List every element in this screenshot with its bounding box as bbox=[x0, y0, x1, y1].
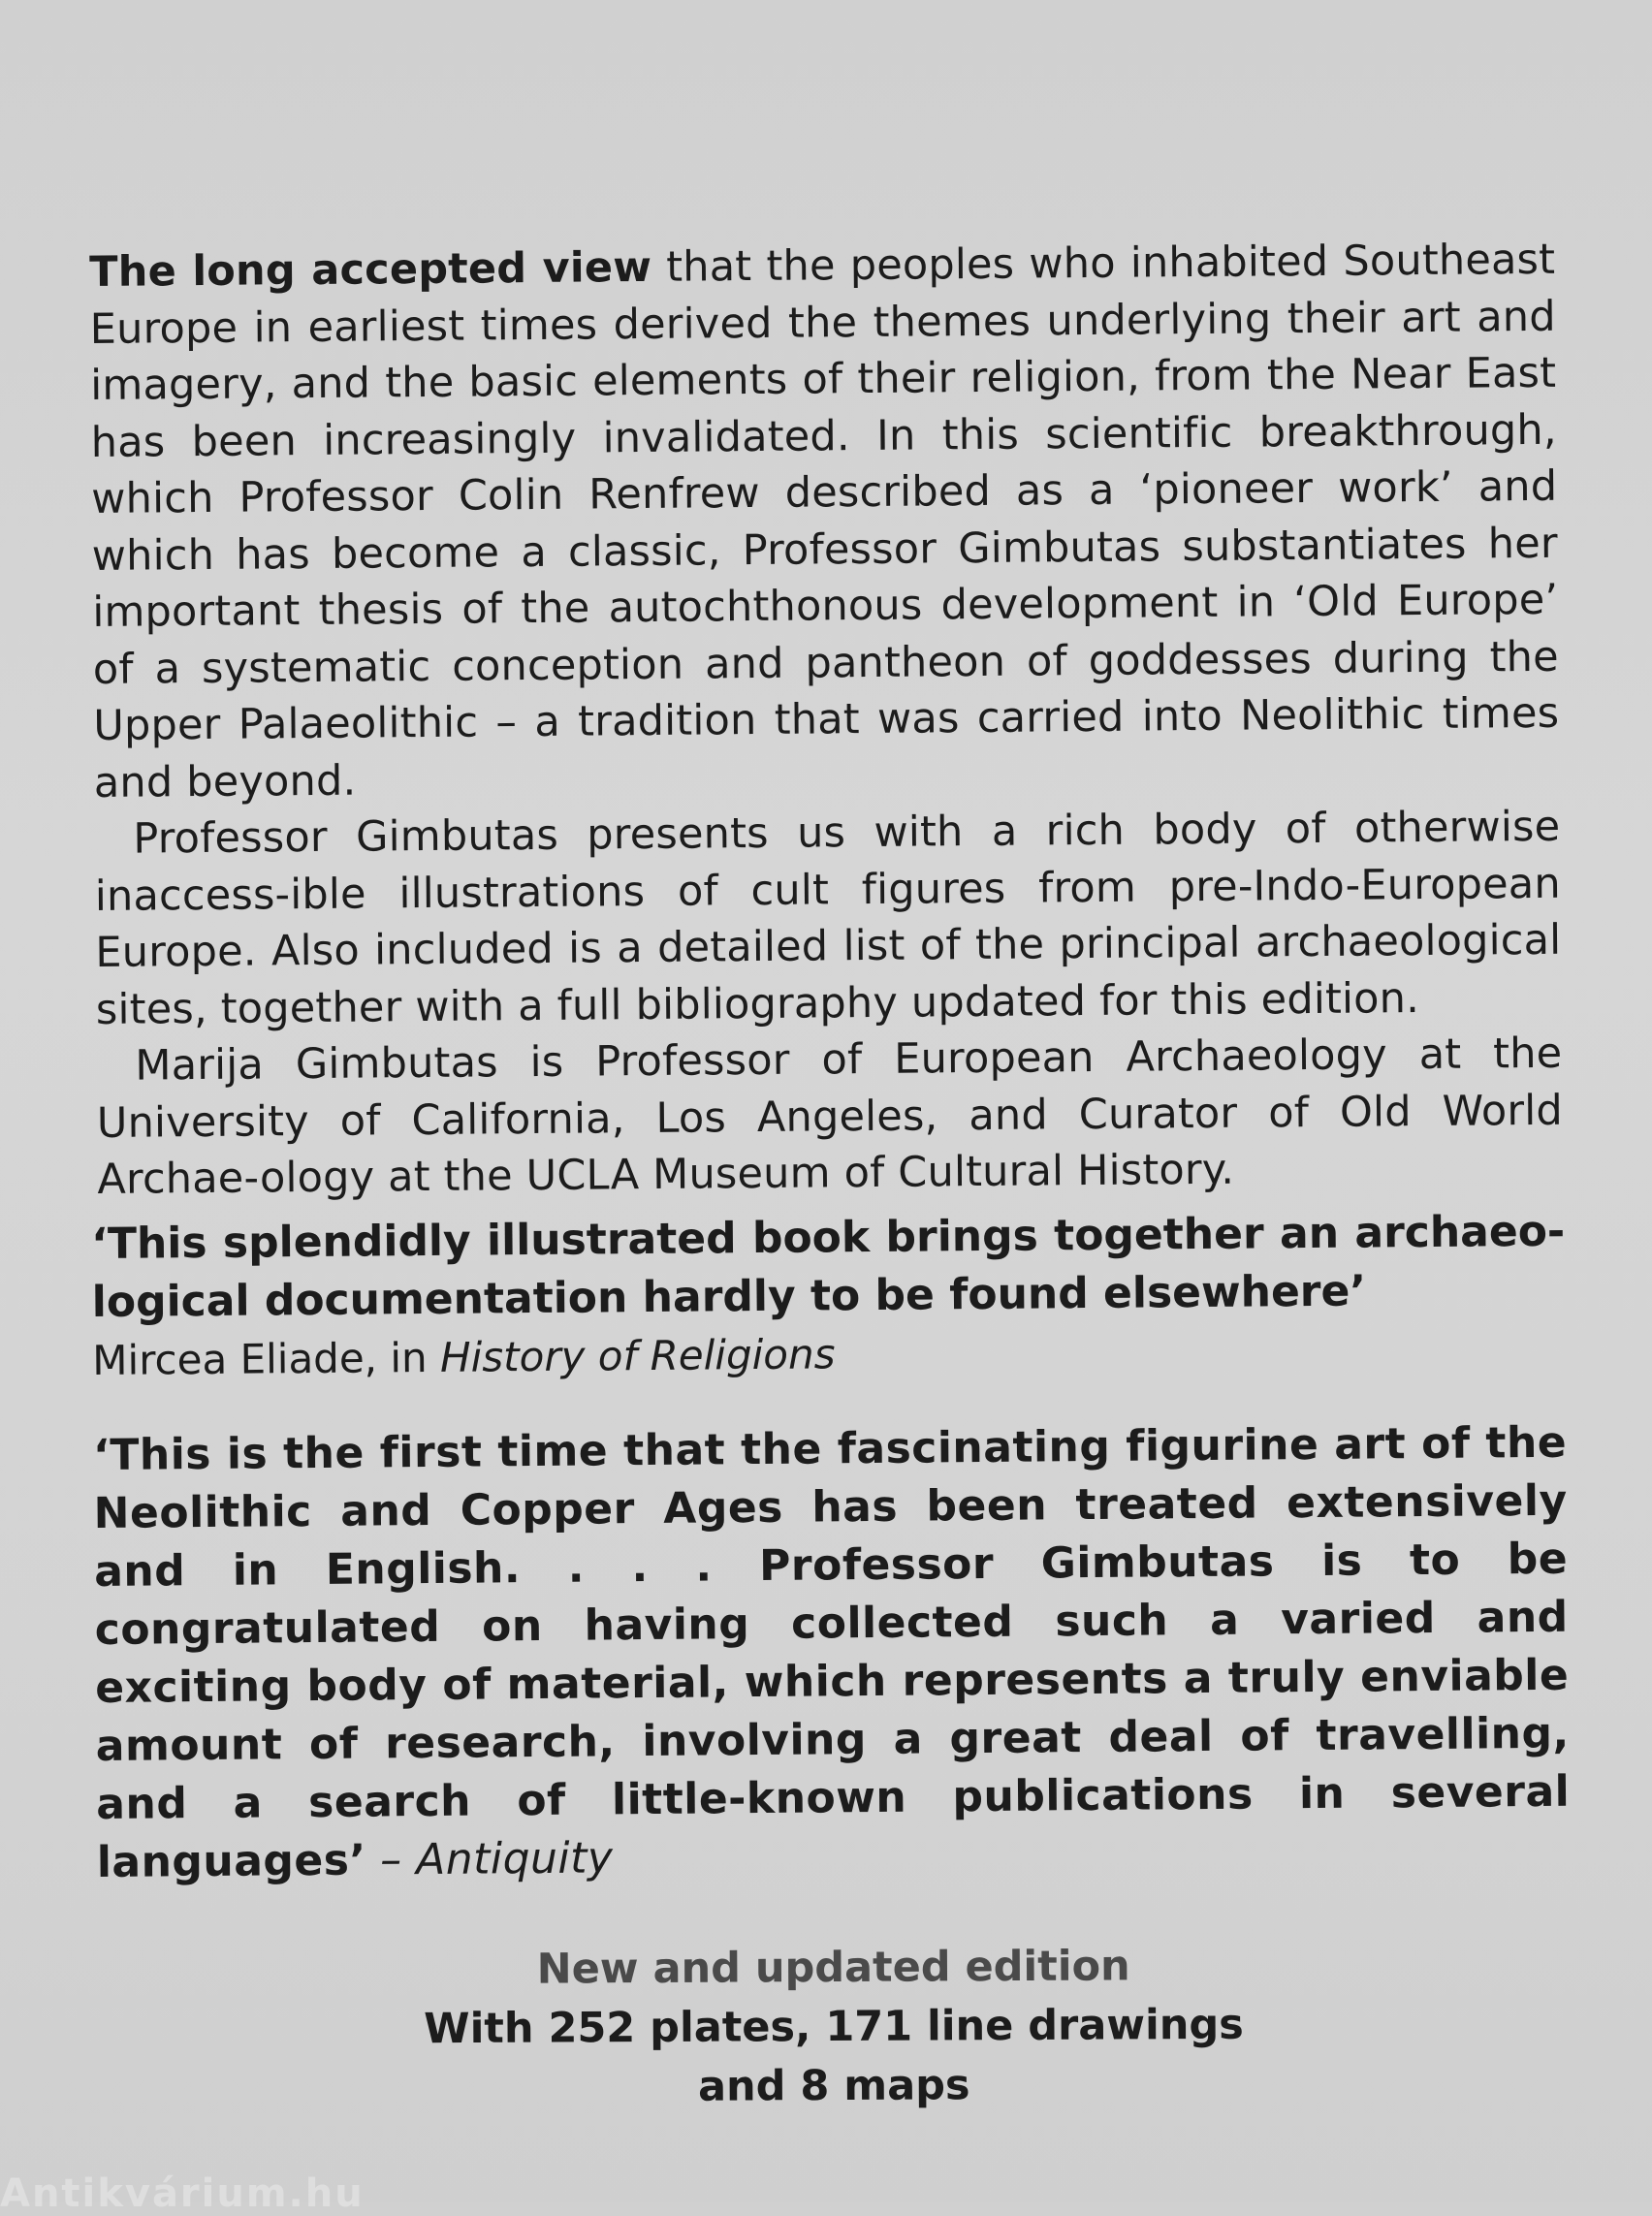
blurb-paragraph-1-text: that the peoples who inhabited Southeast Europe in earliest times derived the themes underlying their art and imagery, and the basic elements of their religion, from the Near East has been increasingly invalidated. In this scientific breakthrough, which Professor Colin Renfrew described as a ‘pioneer work’ and which has become a classic, Professor Gimbutas substantiates her important thesis of the autochthonous development in ‘Old Europe’ of a systematic conception and pantheon of goddesses during the Upper Palaeolithic – a tradition that was carried into Neolithic times and beyond. bbox=[89, 235, 1560, 807]
review-attribution-prefix: Mircea Eliade, in bbox=[92, 1333, 441, 1384]
edition-contents-line: and 8 maps bbox=[697, 2061, 970, 2111]
watermark: Antikvárium.hu bbox=[0, 2171, 365, 2216]
blurb bbox=[89, 232, 1564, 1209]
edition-contents-line: With 252 plates, 171 line drawings bbox=[424, 2000, 1244, 2054]
review-quote-body: ‘This is the first time that the fascinating figurine art of the Neolithic and Copper Ages has been treated extensively and in English. . . . Professor Gimbutas is to be congratulated on having collected such a varied and exciting body of material, which represents a truly enviable amount of research, involving a great deal of travelling, and a search of little-known publications in several languages’ bbox=[92, 1417, 1571, 1887]
review-quotes bbox=[91, 1203, 1571, 1892]
review-quote-antiquity bbox=[93, 1414, 1571, 1892]
review-attribution-source: History of Religions bbox=[439, 1330, 836, 1381]
edition-info bbox=[0, 1934, 1652, 2120]
edition-line: New and updated edition bbox=[536, 1942, 1130, 1994]
review-attribution-dash: – bbox=[365, 1835, 417, 1885]
review-quote-text bbox=[93, 1414, 1571, 1892]
review-quote-text: ‘This splendidly illustrated book brings together an archaeo-logical documentation hardly to be found elsewhere’ bbox=[91, 1206, 1566, 1327]
review-attribution-source: Antiquity bbox=[415, 1833, 614, 1885]
review-quote-eliade bbox=[91, 1203, 1567, 1390]
blurb-paragraph-2: Professor Gimbutas presents us with a rich body of otherwise inaccess-ible illustrations of cult figures from pre-Indo-European Europe. Also included is a detailed list of the principal archaeological sites, together with a full bibliography updated for this edition. bbox=[94, 802, 1562, 1034]
author-bio: Marija Gimbutas is Professor of European Archaeology at the University of California, Los Angeles, and Curator of Old World Archae-ology at the UCLA Museum of Cultural History. bbox=[96, 1029, 1564, 1204]
review-attribution bbox=[92, 1319, 1566, 1390]
blurb-paragraph-1 bbox=[89, 232, 1560, 811]
blurb-lead-phrase: The long accepted view bbox=[89, 242, 652, 297]
